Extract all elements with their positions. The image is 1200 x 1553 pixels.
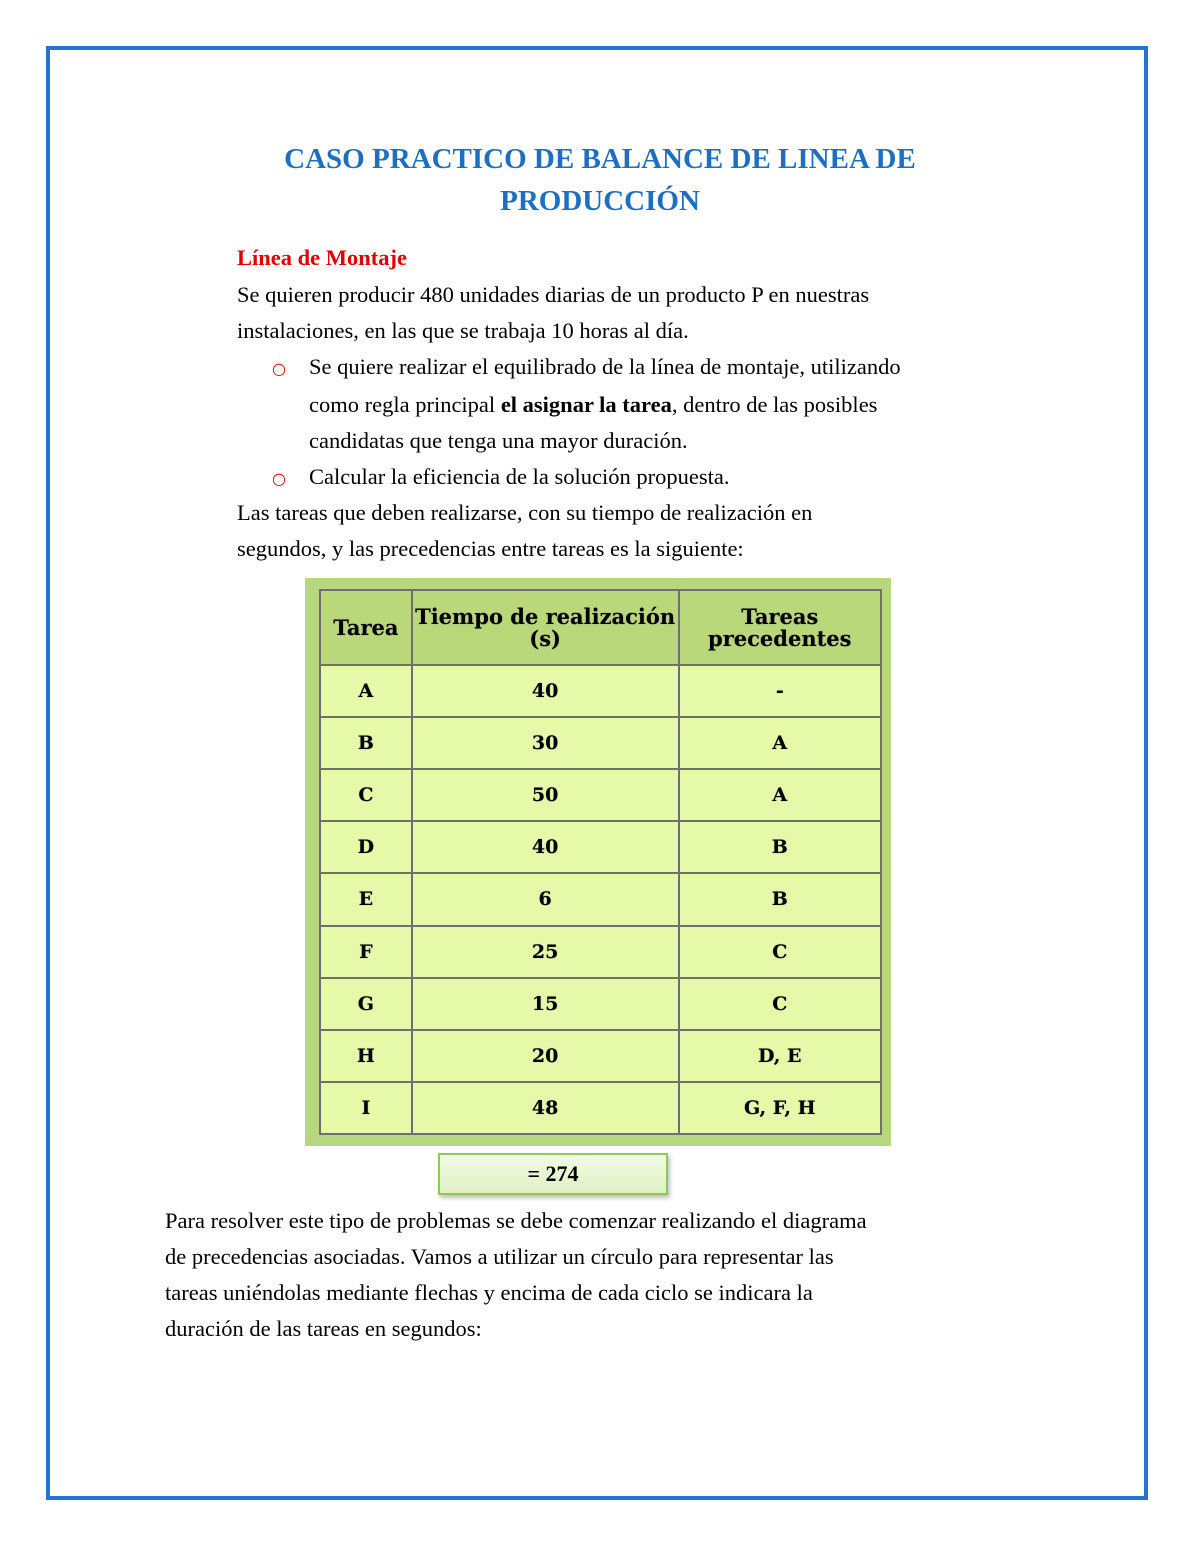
task-cell: G bbox=[320, 978, 412, 1030]
time-cell: 50 bbox=[412, 769, 679, 821]
bullet-circle-icon: ○ bbox=[272, 359, 286, 378]
time-cell: 40 bbox=[412, 665, 679, 717]
bullet-2: Calcular la eficiencia de la solución propuesta. bbox=[309, 464, 730, 489]
table-row bbox=[320, 1030, 881, 1082]
bullet-circle-icon: ○ bbox=[272, 469, 286, 488]
bullet-1-line-2-tail: , dentro de las posibles bbox=[671, 392, 878, 417]
task-cell: E bbox=[320, 873, 412, 925]
precedents-cell: D, E bbox=[679, 1030, 881, 1082]
intro-line-2: instalaciones, en las que se trabaja 10 horas al día. bbox=[237, 318, 689, 343]
tasks-table-container bbox=[305, 578, 891, 1146]
time-cell: 48 bbox=[412, 1082, 679, 1134]
section-heading: Línea de Montaje bbox=[237, 245, 407, 270]
table-row bbox=[320, 873, 881, 925]
header-precedents-line-2: precedentes bbox=[708, 625, 852, 651]
time-cell: 20 bbox=[412, 1030, 679, 1082]
time-cell: 40 bbox=[412, 821, 679, 873]
bullet-1-emphasis: el asignar la tarea bbox=[500, 392, 672, 417]
page-title-line-2: PRODUCCIÓN bbox=[500, 185, 700, 217]
precedents-cell: A bbox=[679, 769, 881, 821]
tasks-intro-line-1: Las tareas que deben realizarse, con su tiempo de realización en bbox=[237, 500, 813, 525]
task-cell: D bbox=[320, 821, 412, 873]
task-cell: F bbox=[320, 926, 412, 978]
closing-line-4: duración de las tareas en segundos: bbox=[165, 1316, 482, 1341]
time-cell: 25 bbox=[412, 926, 679, 978]
task-cell: I bbox=[320, 1082, 412, 1134]
bullet-1-line-3: candidatas que tenga una mayor duración. bbox=[309, 428, 688, 453]
closing-line-2: de precedencias asociadas. Vamos a utilizar un círculo para representar las bbox=[165, 1244, 834, 1269]
table-row bbox=[320, 926, 881, 978]
header-precedents-line-1: Tareas bbox=[741, 603, 819, 629]
task-cell: B bbox=[320, 717, 412, 769]
header-time-line-2: (s) bbox=[529, 625, 561, 651]
time-cell: 30 bbox=[412, 717, 679, 769]
precedents-cell: A bbox=[679, 717, 881, 769]
table-row bbox=[320, 717, 881, 769]
task-cell: H bbox=[320, 1030, 412, 1082]
tasks-table bbox=[319, 589, 882, 1135]
table-header-row bbox=[320, 590, 881, 665]
table-row bbox=[320, 821, 881, 873]
task-cell: C bbox=[320, 769, 412, 821]
precedents-cell: - bbox=[679, 665, 881, 717]
precedents-cell: B bbox=[679, 821, 881, 873]
header-task: Tarea bbox=[320, 590, 412, 665]
page-title-line-1: CASO PRACTICO DE BALANCE DE LINEA DE bbox=[284, 143, 916, 175]
intro-line-1: Se quieren producir 480 unidades diarias de un producto P en nuestras bbox=[237, 282, 870, 307]
task-cell: A bbox=[320, 665, 412, 717]
bullet-1-line-2-text: como regla principal bbox=[309, 392, 501, 417]
tasks-intro-line-2: segundos, y las precedencias entre tareas es la siguiente: bbox=[237, 536, 744, 561]
table-row bbox=[320, 665, 881, 717]
table-row bbox=[320, 1082, 881, 1134]
table-row bbox=[320, 978, 881, 1030]
bullet-1-line-1: Se quiere realizar el equilibrado de la línea de montaje, utilizando bbox=[309, 354, 901, 379]
precedents-cell: B bbox=[679, 873, 881, 925]
time-cell: 15 bbox=[412, 978, 679, 1030]
total-time-box: = 274 bbox=[438, 1153, 668, 1195]
closing-line-1: Para resolver este tipo de problemas se debe comenzar realizando el diagrama bbox=[165, 1208, 867, 1233]
precedents-cell: C bbox=[679, 978, 881, 1030]
header-time-line-1: Tiempo de realización bbox=[415, 603, 676, 629]
precedents-cell: C bbox=[679, 926, 881, 978]
bullet-1-line-2 bbox=[309, 387, 877, 423]
time-cell: 6 bbox=[412, 873, 679, 925]
precedents-cell: G, F, H bbox=[679, 1082, 881, 1134]
closing-line-3: tareas uniéndolas mediante flechas y encima de cada ciclo se indicara la bbox=[165, 1280, 813, 1305]
table-row bbox=[320, 769, 881, 821]
header-time bbox=[412, 590, 679, 665]
header-precedents bbox=[679, 590, 881, 665]
